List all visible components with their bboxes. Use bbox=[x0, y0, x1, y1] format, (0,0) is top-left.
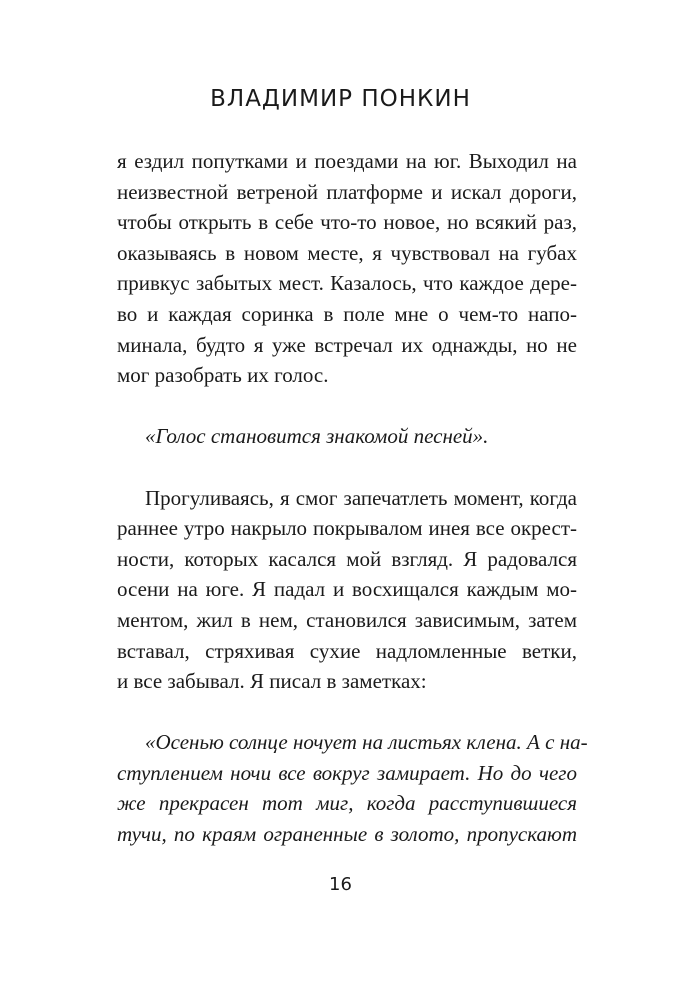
text-line: осени на юге. Я падал и восхищался каждым мо- bbox=[117, 577, 577, 602]
text-line: во и каждая соринка в поле мне о чем-то напо- bbox=[117, 301, 577, 326]
paragraph bbox=[117, 146, 577, 391]
quote-paragraph bbox=[117, 727, 588, 849]
text-line: минала, будто я уже встречал их однажды, но не bbox=[117, 332, 577, 357]
text-line: ступлением ночи все вокруг замирает. Но до чего bbox=[117, 760, 577, 785]
text-line: неизвестной ветреной платформе и искал дороги, bbox=[117, 179, 577, 204]
paragraph-gap bbox=[117, 452, 577, 483]
text-line: оказываясь в новом месте, я чувствовал на губах bbox=[117, 240, 577, 265]
paragraph-gap bbox=[117, 697, 577, 728]
text-line: ментом, жил в нем, становился зависимым, затем bbox=[117, 607, 577, 632]
text-line: и все забывал. Я писал в заметках: bbox=[117, 669, 427, 694]
paragraph bbox=[117, 483, 577, 697]
text-line: «Осенью солнце ночует на листьях клена. А с на- bbox=[145, 730, 588, 755]
text-line: мог разобрать их голос. bbox=[117, 363, 329, 388]
text-line: тучи, по краям ограненные в золото, пропускают bbox=[117, 822, 577, 847]
text-line: же прекрасен тот миг, когда расступившиеся bbox=[117, 791, 577, 816]
text-line: чтобы открыть в себе что-то новое, но всякий раз, bbox=[117, 210, 577, 235]
page-number: 16 bbox=[329, 874, 352, 895]
running-head: ВЛАДИМИР ПОНКИН bbox=[210, 86, 471, 112]
paragraph-gap bbox=[117, 391, 577, 422]
text-line: Прогуливаясь, я смог запечатлеть момент, когда bbox=[145, 485, 577, 510]
text-line: вставал, стряхивая сухие надломленные ветки, bbox=[117, 638, 577, 663]
text-line: я ездил попутками и поездами на юг. Выходил на bbox=[117, 149, 577, 173]
body-text bbox=[117, 146, 588, 850]
text-line: «Голос становится знакомой песней». bbox=[145, 424, 489, 449]
text-line: раннее утро накрыло покрывалом инея все окрест- bbox=[117, 516, 577, 541]
text-line: ности, которых касался мой взгляд. Я радовался bbox=[117, 546, 577, 571]
text-line: привкус забытых мест. Казалось, что каждое дере- bbox=[117, 271, 577, 296]
quote-paragraph bbox=[117, 421, 577, 452]
